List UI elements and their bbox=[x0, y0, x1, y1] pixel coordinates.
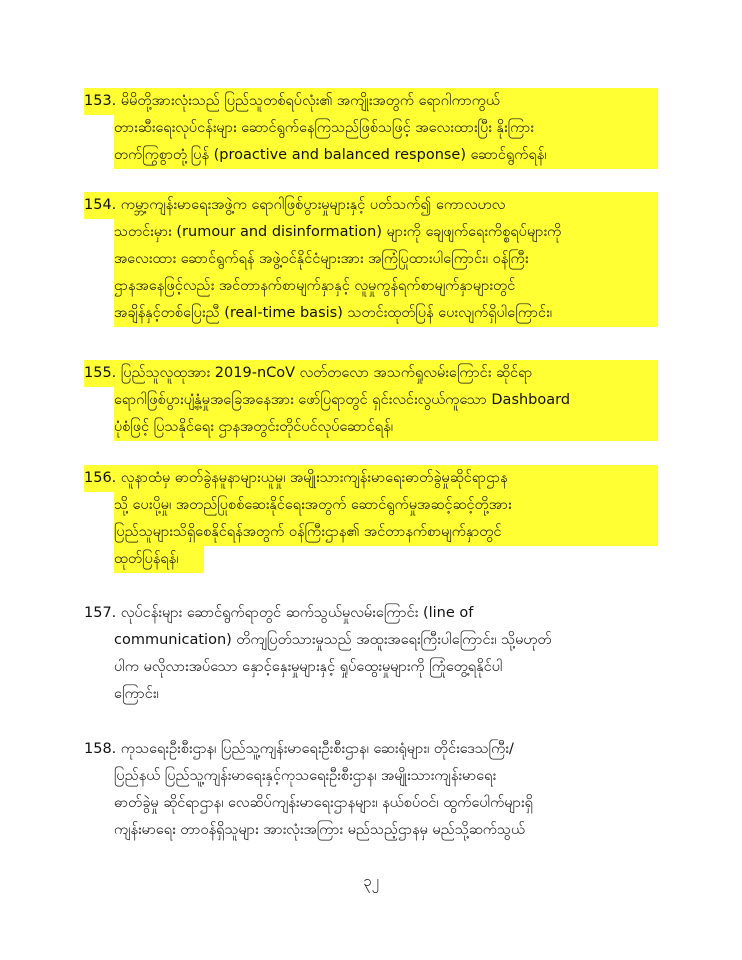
paragraph-line: 156. လူနာထံမှ ဓာတ်ခွဲနမူနာများယူမှု၊ အမျိုးသားကျန်းမာရေးဓာတ်ခွဲမှုဆိုင်ရာဌာန bbox=[84, 465, 658, 492]
paragraph-line: 154. ကမ္ဘာ့ကျန်းမာရေးအဖွဲ့က ရောဂါဖြစ်ပွားမှုများနှင့် ပတ်သက်၍ ကောလဟလ bbox=[84, 192, 658, 219]
paragraph-line: ပါက မလိုလားအပ်သော နှောင့်နှေးမှုများနှင့် ရှုပ်ထွေးမှုများကို ကြုံတွေ့ရနိုင်ပါ bbox=[114, 659, 503, 675]
paragraph-line: 155. ပြည်သူလူထုအား 2019-nCoV လတ်တလော အသက်ရှုလမ်းကြောင်း ဆိုင်ရာ bbox=[84, 360, 658, 387]
paragraph-line: ကျန်းမာရေး တာဝန်ရှိသူများ အားလုံးအကြား မည်သည့်ဌာနမှ မည်သို့ဆက်သွယ် bbox=[114, 822, 526, 838]
paragraph-line: အချိန်နှင့်တစ်ပြေးညီ (real-time basis) သတင်းထုတ်ပြန် ပေးလျက်ရှိပါကြောင်း၊ bbox=[114, 300, 658, 327]
paragraph-158 bbox=[84, 736, 658, 844]
paragraph-153 bbox=[84, 88, 658, 169]
paragraph-line: ရောဂါဖြစ်ပွားပျံ့နှံ့မှုအခြေအနေအား ဖော်ပြရာတွင် ရှင်းလင်းလွယ်ကူသော Dashboard bbox=[114, 387, 658, 414]
paragraph-154 bbox=[84, 192, 658, 327]
paragraph-line: ဌာနအနေဖြင့်လည်း အင်တာနက်စာမျက်နှာနှင့် လူမှုကွန်ရက်စာမျက်နှာများတွင် bbox=[114, 273, 658, 300]
paragraph-155 bbox=[84, 360, 658, 441]
paragraph-line: သို့ ပေးပို့မှု၊ အတည်ပြုစစ်ဆေးနိုင်ရေးအတွက် ဆောင်ရွက်မှုအဆင့်ဆင့်တို့အား bbox=[114, 492, 658, 519]
paragraph-line: ဓာတ်ခွဲမှု ဆိုင်ရာဌာန၊ လေဆိပ်ကျန်းမာရေးဌာနများ၊ နယ်စပ်ဝင်၊ ထွက်ပေါက်များရှိ bbox=[114, 795, 533, 811]
paragraph-line: 158. ကုသရေးဦးစီးဌာန၊ ပြည်သူ့ကျန်းမာရေးဦးစီးဌာန၊ ဆေးရုံများ၊ တိုင်းဒေသကြီး/ bbox=[84, 741, 514, 757]
paragraph-line: ပုံစံဖြင့် ပြသနိုင်ရေး ဌာနအတွင်းတိုင်ပင်လုပ်ဆောင်ရန်၊ bbox=[114, 414, 658, 441]
paragraph-line: ကြောင်း၊ bbox=[114, 686, 159, 702]
paragraph-157 bbox=[84, 600, 658, 708]
paragraph-156 bbox=[84, 465, 658, 573]
paragraph-line: သတင်းမှား (rumour and disinformation) များကို ချေဖျက်ရေးကိစ္စရပ်များကို bbox=[114, 219, 658, 246]
paragraph-line: 153. မိမိတို့အားလုံးသည် ပြည်သူတစ်ရပ်လုံး၏ အကျိုးအတွက် ရောဂါကာကွယ် bbox=[84, 88, 658, 115]
paragraph-line: 157. လုပ်ငန်းများ ဆောင်ရွက်ရာတွင် ဆက်သွယ်မှုလမ်းကြောင်း (line of bbox=[84, 605, 474, 621]
paragraph-line: ပြည်သူများသိရှိစေနိုင်ရန်အတွက် ဝန်ကြီးဌာန၏ အင်တာနက်စာမျက်နှာတွင် bbox=[114, 519, 658, 546]
paragraph-line: တက်ကြွစွာတုံ့ပြန် (proactive and balanced response) ဆောင်ရွက်ရန်၊ bbox=[114, 142, 658, 169]
paragraph-line: အလေးထား ဆောင်ရွက်ရန် အဖွဲ့ဝင်နိုင်ငံများအား အကြံပြုထားပါကြောင်း၊ ဝန်ကြီး bbox=[114, 246, 658, 273]
paragraph-line: communication) တိကျပြတ်သားမှုသည် အထူးအရေးကြီးပါကြောင်း၊ သို့မဟုတ် bbox=[114, 632, 552, 648]
page-number: ၃၂ bbox=[363, 872, 379, 890]
paragraph-line: တားဆီးရေးလုပ်ငန်းများ ဆောင်ရွက်နေကြသည်ဖြစ်သဖြင့် အလေးထားပြီး နိုးကြား bbox=[114, 115, 658, 142]
paragraph-line: ပြည်နယ် ပြည်သူ့ကျန်းမာရေးနှင့်ကုသရေးဦးစီးဌာန၊ အမျိုးသားကျန်းမာရေး bbox=[114, 768, 497, 784]
paragraph-line: ထုတ်ပြန်ရန်၊ bbox=[114, 546, 204, 573]
